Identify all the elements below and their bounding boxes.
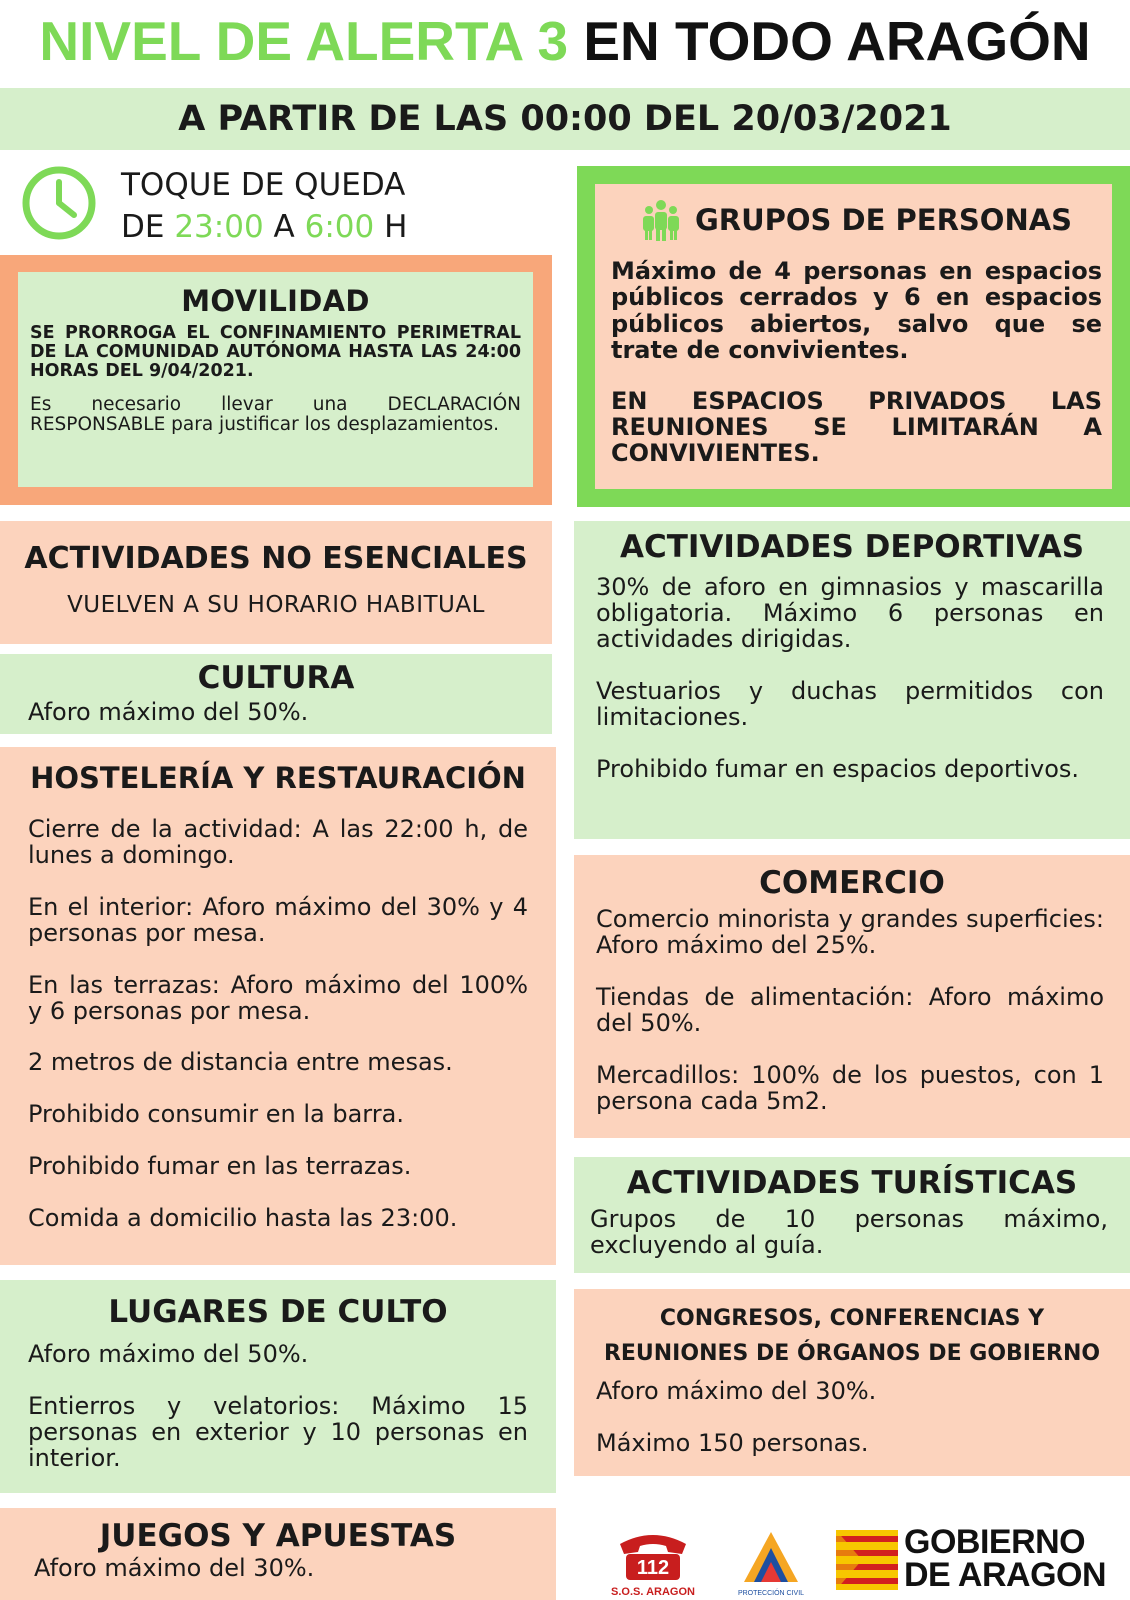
curfew-from-prefix: DE: [121, 209, 165, 245]
sos-aragon-logo: [610, 1530, 696, 1596]
gobierno-text: [904, 1523, 1107, 1594]
congresos-item: Aforo máximo del 30%.: [596, 1377, 877, 1405]
hosteleria-section: [0, 747, 556, 1265]
curfew-line2: [121, 206, 407, 248]
gobierno-line1: GOBIERNO: [904, 1523, 1086, 1561]
curfew-text: [121, 164, 407, 248]
turisticas-text: Grupos de 10 personas máximo, excluyendo al guía.: [590, 1205, 1108, 1259]
logos-strip: [574, 1508, 1130, 1600]
title-rest: EN TODO ARAGÓN: [583, 10, 1091, 72]
cultura-section: [0, 654, 552, 734]
deportivas-item: 30% de aforo en gimnasios y mascarilla obligatoria. Máximo 6 personas en actividades dirigidas.: [596, 573, 1104, 653]
deportivas-title: ACTIVIDADES DEPORTIVAS: [619, 529, 1085, 565]
clock-icon: [21, 165, 97, 241]
movilidad-section: [18, 272, 533, 487]
congresos-title-line2: REUNIONES DE ÓRGANOS DE GOBIERNO: [603, 1341, 1101, 1366]
proteccion-civil-logo: [736, 1528, 806, 1598]
people-group-icon: [641, 198, 681, 242]
turisticas-section: [574, 1157, 1130, 1273]
curfew-from-time: 23:00: [174, 209, 264, 245]
movilidad-text-2: Es necesario llevar una DECLARACIÓN RESPONSABLE para justificar los desplazamientos.: [30, 393, 521, 435]
movilidad-text-1: SE PRORROGA EL CONFINAMIENTO PERIMETRAL DE LA COMUNIDAD AUTÓNOMA HASTA LAS 24:00 HORAS DEL 9/04/2021.: [30, 323, 521, 381]
movilidad-title: MOVILIDAD: [181, 284, 370, 318]
comercio-item: Tiendas de alimentación: Aforo máximo del 50%.: [596, 982, 1104, 1037]
comercio-section: [574, 855, 1130, 1138]
telephone-icon: [610, 1530, 696, 1582]
congresos-section: [574, 1289, 1130, 1476]
triangle-emblem-icon: [736, 1528, 806, 1586]
juegos-text: Aforo máximo del 30%.: [34, 1554, 315, 1582]
hosteleria-item: En las terrazas: Aforo máximo del 100% y 6 personas por mesa.: [28, 970, 528, 1025]
culto-item: Aforo máximo del 50%.: [28, 1340, 309, 1368]
deportivas-item: Prohibido fumar en espacios deportivos.: [596, 754, 1080, 783]
curfew-connector: A: [273, 209, 295, 245]
subtitle-text: A PARTIR DE LAS 00:00 DEL 20/03/2021: [178, 99, 952, 139]
juegos-section: [0, 1508, 556, 1600]
curfew-to-time: 6:00: [304, 209, 375, 245]
curfew-block: [18, 160, 538, 250]
comercio-item: Comercio minorista y grandes superficies: Aforo máximo del 25%.: [596, 905, 1104, 959]
deportivas-item: Vestuarios y duchas permitidos con limitaciones.: [596, 676, 1104, 731]
page-title: [0, 10, 1130, 72]
title-accent: NIVEL DE ALERTA 3: [39, 10, 569, 72]
cultura-text: Aforo máximo del 50%.: [28, 698, 309, 726]
curfew-suffix: H: [384, 209, 408, 245]
grupos-section: [595, 184, 1112, 489]
sos-number: 112: [636, 1557, 670, 1579]
deportivas-section: [574, 521, 1130, 839]
cultura-title: CULTURA: [197, 660, 355, 696]
congresos-title-line1: CONGRESOS, CONFERENCIAS Y: [659, 1306, 1045, 1331]
juegos-title: JUEGOS Y APUESTAS: [99, 1518, 457, 1554]
no-esenciales-subtitle: VUELVEN A SU HORARIO HABITUAL: [67, 592, 485, 618]
gobierno-line2: DE ARAGON: [904, 1556, 1107, 1594]
aragon-flag-icon: [836, 1530, 898, 1590]
congresos-item: Máximo 150 personas.: [596, 1428, 869, 1457]
hosteleria-item: Cierre de la actividad: A las 22:00 h, de lunes a domingo.: [28, 815, 528, 869]
culto-item: Entierros y velatorios: Máximo 15 personas en exterior y 10 personas en interior.: [28, 1391, 528, 1472]
hosteleria-item: 2 metros de distancia entre mesas.: [28, 1048, 453, 1077]
hosteleria-item: En el interior: Aforo máximo del 30% y 4 personas por mesa.: [28, 892, 528, 947]
culto-section: [0, 1280, 556, 1493]
turisticas-title: ACTIVIDADES TURÍSTICAS: [626, 1165, 1078, 1201]
grupos-header: [611, 198, 1102, 242]
gobierno-aragon-logo: [836, 1523, 1126, 1596]
grupos-text-2: EN ESPACIOS PRIVADOS LAS REUNIONES SE LIMITARÁN A CONVIVIENTES.: [611, 386, 1102, 468]
grupos-text-1: Máximo de 4 personas en espacios públicos cerrados y 6 en espacios públicos abiertos, salvo que se trate de convivientes.: [611, 257, 1102, 365]
hosteleria-item: Comida a domicilio hasta las 23:00.: [28, 1204, 458, 1233]
no-esenciales-section: [0, 521, 552, 644]
proteccion-caption: PROTECCIÓN CIVIL: [737, 1590, 805, 1597]
culto-title: LUGARES DE CULTO: [108, 1294, 448, 1330]
hosteleria-item: Prohibido fumar en las terrazas.: [28, 1152, 412, 1181]
subtitle-banner: [0, 88, 1130, 150]
sos-caption: S.O.S. ARAGON: [611, 1586, 695, 1598]
no-esenciales-title: ACTIVIDADES NO ESENCIALES: [24, 541, 528, 576]
comercio-item: Mercadillos: 100% de los puestos, con 1 persona cada 5m2.: [596, 1060, 1104, 1115]
hosteleria-title: HOSTELERÍA Y RESTAURACIÓN: [30, 761, 526, 795]
hosteleria-item: Prohibido consumir en la barra.: [28, 1100, 404, 1129]
curfew-line1: TOQUE DE QUEDA: [121, 167, 406, 203]
comercio-title: COMERCIO: [759, 865, 945, 901]
grupos-title: GRUPOS DE PERSONAS: [694, 203, 1073, 237]
congresos-title: [574, 1301, 1130, 1371]
